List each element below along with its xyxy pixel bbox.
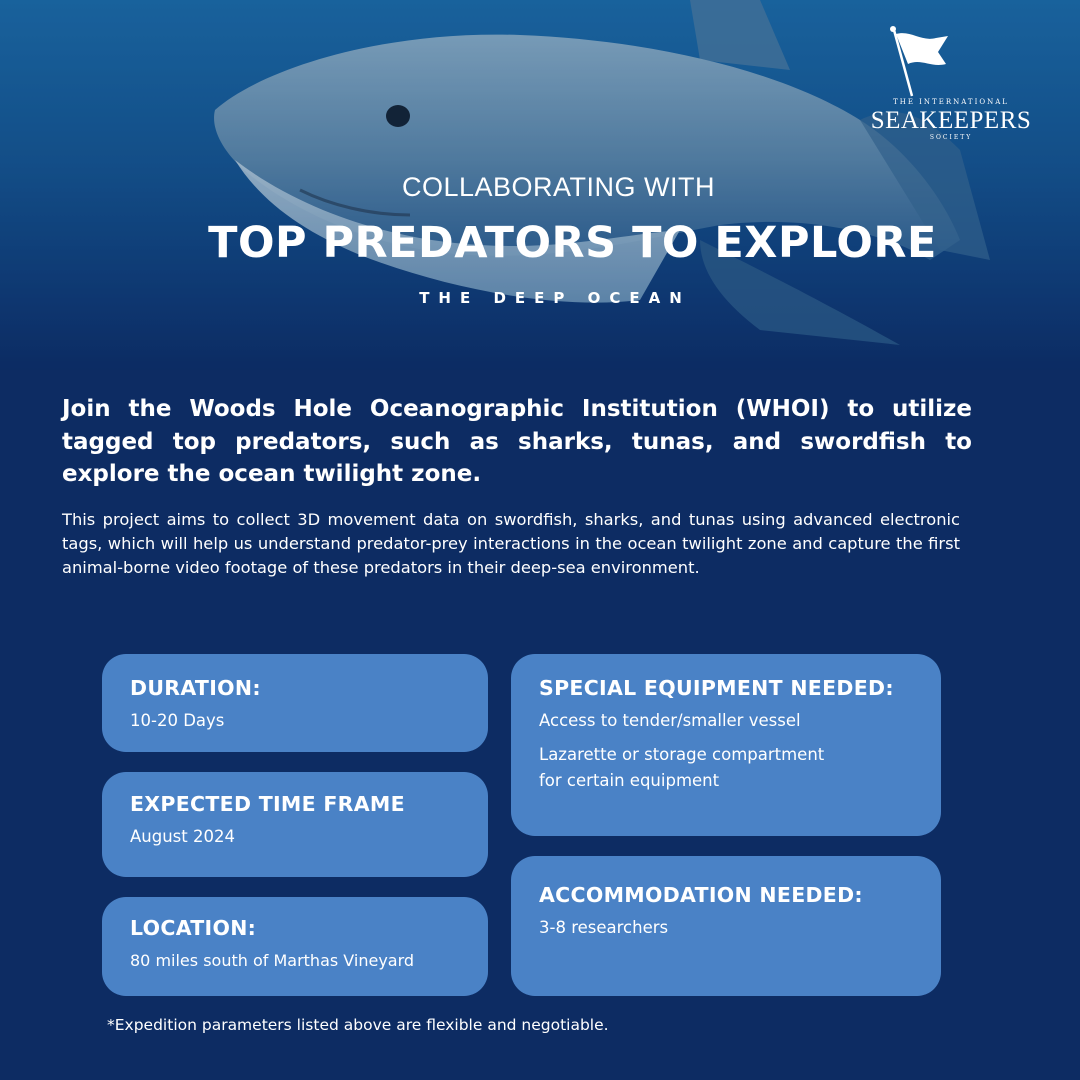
- duration-value: 10-20 Days: [130, 711, 225, 730]
- location-card: [102, 897, 488, 996]
- equipment-card: [511, 654, 941, 836]
- equipment-item: Access to tender/smaller vessel: [539, 711, 801, 730]
- accommodation-card: [511, 856, 941, 996]
- footnote: *Expedition parameters listed above are flexible and negotiable.: [107, 1016, 609, 1034]
- equipment-item-line: Lazarette or storage compartment: [539, 745, 825, 764]
- subtitle: THE DEEP OCEAN: [419, 289, 691, 307]
- duration-label: DURATION:: [130, 676, 261, 700]
- hero-banner: [0, 0, 1080, 370]
- location-label: LOCATION:: [130, 916, 257, 940]
- flag-icon: [876, 24, 956, 99]
- intro-body: This project aims to collect 3D movement data on swordfish, sharks, and tunas using advanced electronic tags, which will help us understand predator-prey interactions in the ocean twilight zone and capture the first animal-borne video footage of these predators in their deep-sea environment.: [62, 510, 960, 577]
- accommodation-label: ACCOMMODATION NEEDED:: [539, 883, 863, 907]
- logo-seakeepers: SEAKEEPERS: [870, 107, 1032, 134]
- equipment-item: [539, 742, 913, 794]
- eyebrow-title: COLLABORATING WITH: [401, 172, 716, 202]
- equipment-label: SPECIAL EQUIPMENT NEEDED:: [539, 676, 894, 700]
- accommodation-value: 3-8 researchers: [539, 918, 669, 937]
- logo-the-international: THE INTERNATIONAL: [893, 98, 1009, 106]
- duration-card: [102, 654, 488, 752]
- time-frame-label: EXPECTED TIME FRAME: [130, 792, 405, 816]
- page-title: TOP PREDATORS TO EXPLORE: [208, 218, 937, 268]
- time-frame-value: August 2024: [130, 827, 235, 846]
- seakeepers-logo: [866, 24, 1036, 141]
- logo-society: SOCIETY: [929, 134, 973, 141]
- equipment-item-line: for certain equipment: [539, 771, 720, 790]
- location-value: 80 miles south of Marthas Vineyard: [130, 951, 415, 970]
- intro-lead: Join the Woods Hole Oceanographic Institution (WHOI) to utilize tagged top predators, such as sharks, tunas, and swordfish to explore the ocean twilight zone.: [62, 396, 972, 487]
- time-frame-card: [102, 772, 488, 877]
